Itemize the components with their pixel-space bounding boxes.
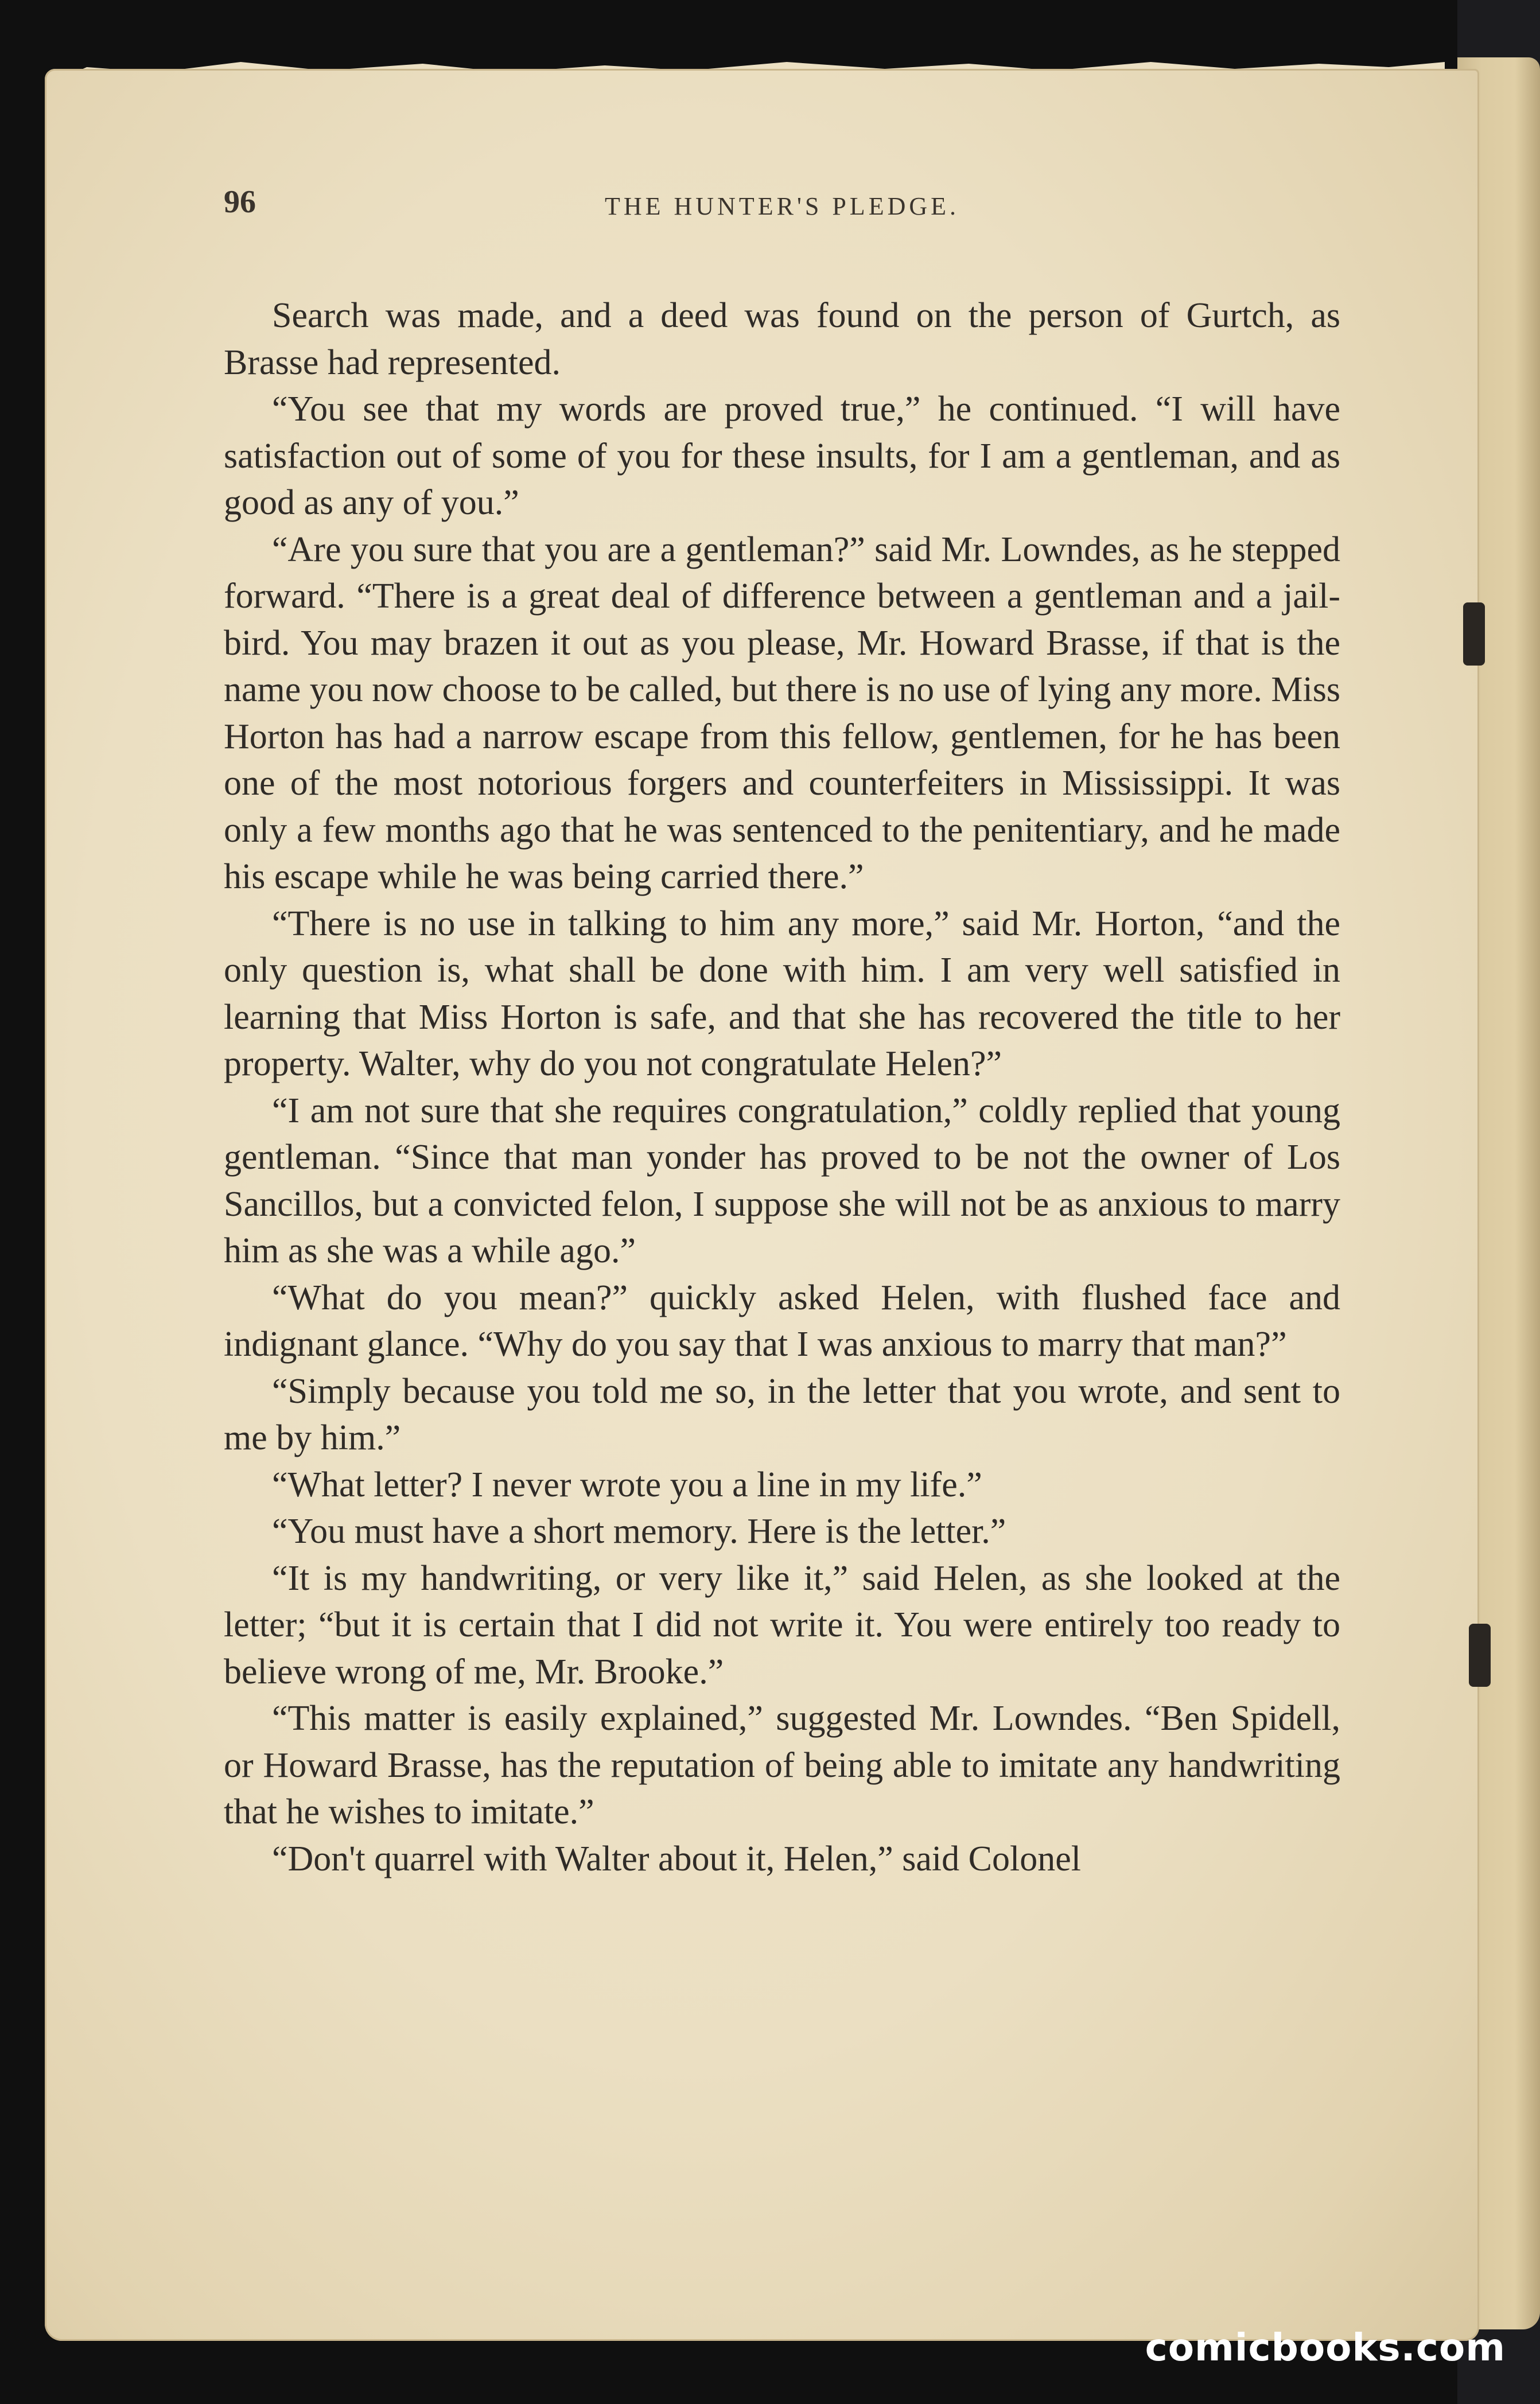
binding-tape	[1469, 1624, 1491, 1687]
paragraph: “Are you sure that you are a gentleman?” said Mr. Lowndes, as he stepped forward. “There is a great deal of difference between a gentleman and a jail-bird. You may brazen it out as you please, Mr. Howard Brasse, if that is the name you now choose to be called, but there is no use of lying any more. Miss Horton has had a narrow escape from this fellow, gentlemen, for he has been one of the most notorious forgers and counterfeiters in Mississippi. It was only a few months ago that he was sentenced to the penitentiary, and he made his escape while he was being carried there.”	[224, 530, 1340, 896]
page-number: 96	[224, 184, 256, 220]
paragraph: “What do you mean?” quickly asked Helen, with flushed face and indignant glance. “Why do you say that I was anxious to marry that man?”	[224, 1278, 1340, 1364]
paragraph: “You must have a short memory. Here is the letter.”	[272, 1512, 1006, 1551]
paragraph: Search was made, and a deed was found on the person of Gurtch, as Brasse had represented.	[224, 296, 1340, 382]
paragraph: “Don't quarrel with Walter about it, Helen,” said Colonel	[272, 1839, 1081, 1878]
paragraph: “There is no use in talking to him any more,” said Mr. Horton, “and the only question is, what shall be done with him. I am very well satisfied in learning that Miss Horton is safe, and that she has recovered the title to her property. Walter, why do you not congratulate Helen?”	[224, 904, 1340, 1083]
paragraph: “You see that my words are proved true,” he continued. “I will have satisfaction out of some of you for these insults, for I am a gentleman, and as good as any of you.”	[224, 390, 1340, 522]
paragraph: “It is my handwriting, or very like it,” said Helen, as she looked at the letter; “but it is certain that I did not write it. You were entirely too ready to believe wrong of me, Mr. Brooke.”	[224, 1558, 1340, 1691]
binding-tape	[1463, 602, 1485, 666]
site-watermark: comicbooks.com	[1145, 2325, 1506, 2370]
paragraph: “This matter is easily explained,” suggested Mr. Lowndes. “Ben Spidell, or Howard Brasse, has the reputation of being able to imitate any handwriting that he wishes to imitate.”	[224, 1699, 1340, 1831]
paragraph: “What letter? I never wrote you a line in my life.”	[272, 1465, 982, 1504]
body-text	[224, 293, 1340, 1882]
paragraph: “Simply because you told me so, in the letter that you wrote, and sent to me by him.”	[224, 1371, 1340, 1457]
page-header	[224, 184, 1340, 229]
page-content	[224, 184, 1340, 1882]
paragraph: “I am not sure that she requires congratulation,” coldly replied that young gentleman. “Since that man yonder has proved to be not the owner of Los Sancillos, but a convicted felon, I suppose she will not be as anxious to marry him as she was a while ago.”	[224, 1091, 1340, 1270]
running-title: THE HUNTER'S PLEDGE.	[604, 192, 959, 220]
